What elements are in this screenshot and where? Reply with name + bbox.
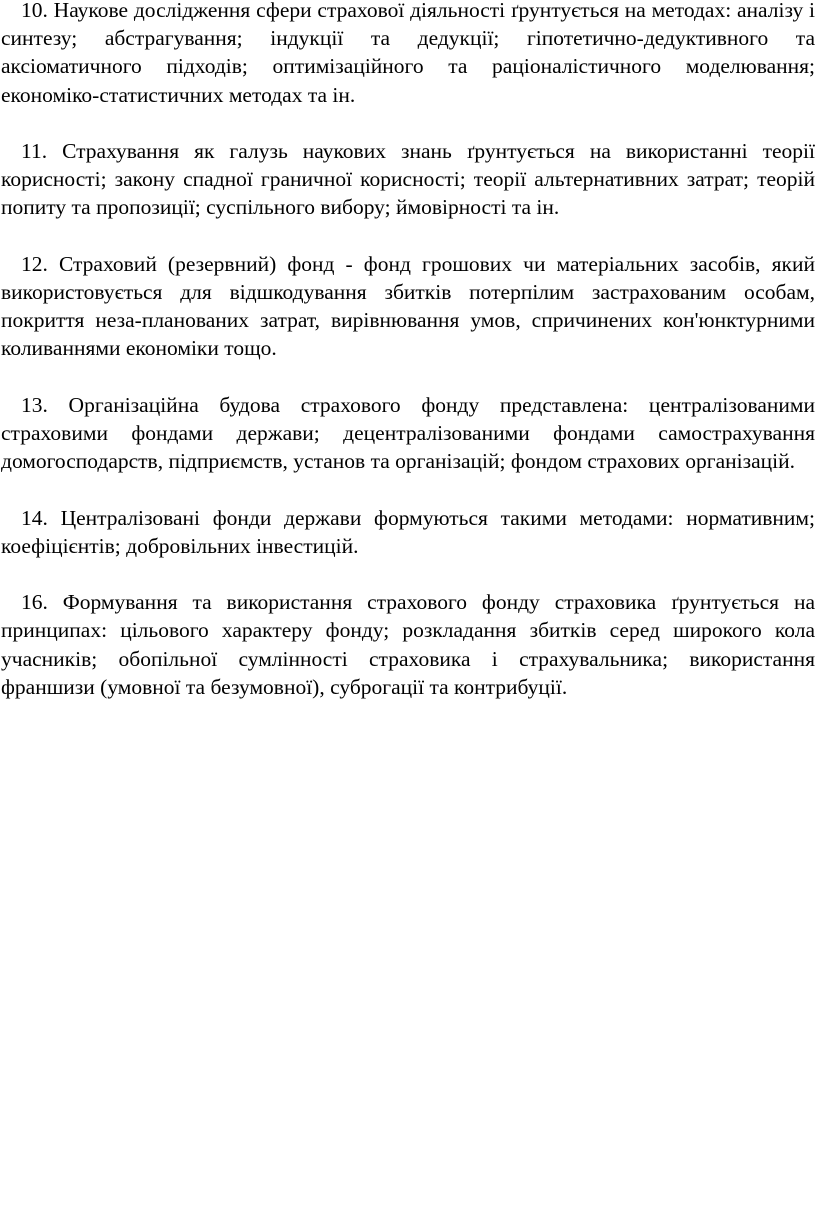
paragraph-14: 14. Централізовані фонди держави формуються такими методами: нормативним; коефіцієнтів; добровільних інвестицій. bbox=[1, 505, 815, 558]
paragraph-16: 16. Формування та використання страхового фонду страховика ґрунтується на принципах: цільового характеру фонду; розкладання збитків серед широкого кола учасників; обопільної сумлінності страховика і страхувальника; використання франшизи (умовної та безумовної), суброгації та контрибуції. bbox=[1, 590, 815, 699]
paragraph-13: 13. Організаційна будова страхового фонду представлена: централізованими страховими фондами держави; децентралізованими фондами самострахування домогосподарств, підприємств, установ та організацій; фондом страхових організацій. bbox=[1, 392, 815, 474]
paragraph-12: 12. Страховий (резервний) фонд - фонд грошових чи матеріальних засобів, який використовується для відшкодування збитків потерпілим застрахованим особам, покриття неза-планованих затрат, вирівнювання умов, спричинених кон'юнктурними коливаннями економіки тощо. bbox=[1, 251, 815, 361]
paragraph-11: 11. Страхування як галузь наукових знань ґрунтується на використанні теорії корисності; закону спадної граничної корисності; теорії альтернативних затрат; теорій попиту та пропозиції; суспільного вибору; ймовірності та ін. bbox=[1, 139, 815, 220]
paragraph-10: 10. Наукове дослідження сфери страхової діяльності ґрунтується на методах: аналізу і синтезу; абстрагування; індукції та дедукції; гіпотетично-дедуктивного та аксіоматичного підходів; оптимізаційного та раціоналістичного моделювання; економіко-статистичних методах та ін. bbox=[1, 0, 815, 107]
